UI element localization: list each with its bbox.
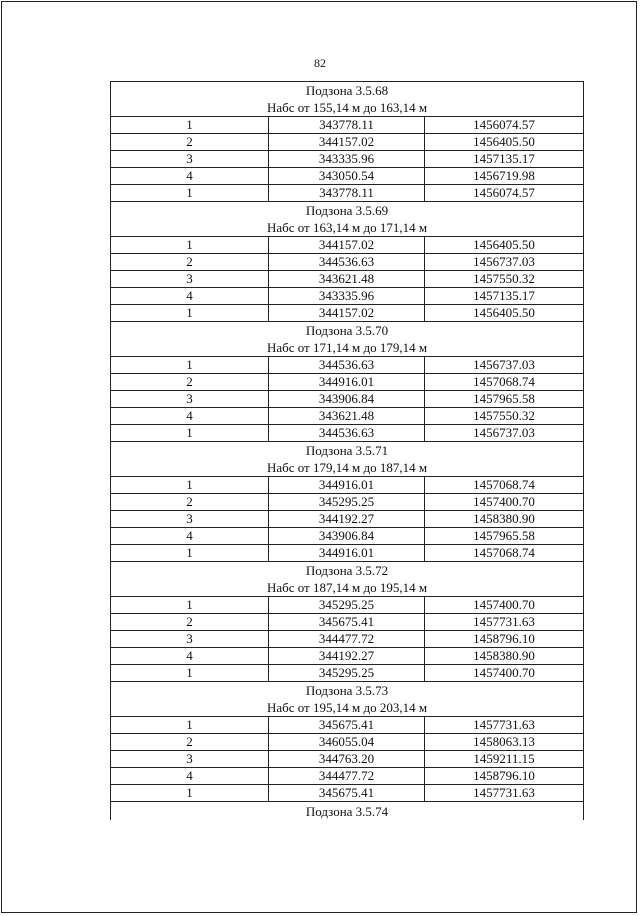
table-row (111, 511, 584, 528)
point-number: 2 (111, 254, 269, 271)
point-number: 1 (111, 357, 269, 374)
table-row (111, 528, 584, 545)
table-row (111, 494, 584, 511)
zone-height-range: Набс от 163,14 м до 171,14 м (266, 220, 428, 235)
point-number: 3 (111, 751, 269, 768)
x-coordinate: 345295.25 (269, 494, 425, 511)
y-coordinate: 1458380.90 (425, 511, 584, 528)
zone-header (111, 202, 584, 237)
point-number: 4 (111, 768, 269, 785)
x-coordinate: 343778.11 (269, 185, 425, 202)
y-coordinate: 1456405.50 (425, 134, 584, 151)
page-number: 82 (314, 56, 326, 70)
zone-header-row (111, 202, 584, 237)
table-row (111, 408, 584, 425)
point-number: 1 (111, 237, 269, 254)
y-coordinate: 1457965.58 (425, 528, 584, 545)
x-coordinate: 344157.02 (269, 134, 425, 151)
table-row (111, 391, 584, 408)
x-coordinate: 343335.96 (269, 151, 425, 168)
point-number: 1 (111, 597, 269, 614)
table-row (111, 785, 584, 802)
table-row (111, 631, 584, 648)
point-number: 1 (111, 477, 269, 494)
x-coordinate: 344192.27 (269, 511, 425, 528)
x-coordinate: 344536.63 (269, 357, 425, 374)
zone-title: Подзона 3.5.74 (111, 802, 584, 821)
point-number: 1 (111, 305, 269, 322)
zone-height-range: Набс от 171,14 м до 179,14 м (266, 340, 428, 355)
zone-height-range: Набс от 155,14 м до 163,14 м (266, 100, 428, 115)
table-row (111, 751, 584, 768)
y-coordinate: 1458796.10 (425, 631, 584, 648)
y-coordinate: 1457731.63 (425, 785, 584, 802)
table-row (111, 254, 584, 271)
x-coordinate: 343621.48 (269, 271, 425, 288)
x-coordinate: 344477.72 (269, 631, 425, 648)
zone-header (111, 322, 584, 357)
y-coordinate: 1456737.03 (425, 357, 584, 374)
x-coordinate: 343335.96 (269, 288, 425, 305)
y-coordinate: 1457068.74 (425, 374, 584, 391)
x-coordinate: 343906.84 (269, 391, 425, 408)
zone-title: Подзона 3.5.70 (305, 323, 389, 338)
zone-header (111, 442, 584, 477)
x-coordinate: 344536.63 (269, 254, 425, 271)
y-coordinate: 1458063.13 (425, 734, 584, 751)
zone-height-range: Набс от 187,14 м до 195,14 м (266, 580, 428, 595)
table-row (111, 717, 584, 734)
point-number: 4 (111, 168, 269, 185)
zone-header (111, 682, 584, 717)
y-coordinate: 1456737.03 (425, 425, 584, 442)
y-coordinate: 1456737.03 (425, 254, 584, 271)
point-number: 1 (111, 717, 269, 734)
y-coordinate: 1456074.57 (425, 117, 584, 134)
table-row (111, 477, 584, 494)
zone-title: Подзона 3.5.72 (305, 563, 389, 578)
table-row (111, 357, 584, 374)
x-coordinate: 345675.41 (269, 785, 425, 802)
point-number: 2 (111, 734, 269, 751)
point-number: 1 (111, 425, 269, 442)
zone-header-row (111, 682, 584, 717)
point-number: 4 (111, 648, 269, 665)
zone-header-row (111, 442, 584, 477)
point-number: 1 (111, 785, 269, 802)
point-number: 3 (111, 271, 269, 288)
y-coordinate: 1457731.63 (425, 717, 584, 734)
y-coordinate: 1457068.74 (425, 477, 584, 494)
x-coordinate: 344763.20 (269, 751, 425, 768)
x-coordinate: 345675.41 (269, 614, 425, 631)
y-coordinate: 1457135.17 (425, 288, 584, 305)
zone-height-range: Набс от 195,14 м до 203,14 м (266, 700, 428, 715)
x-coordinate: 344536.63 (269, 425, 425, 442)
table-row (111, 237, 584, 254)
y-coordinate: 1456074.57 (425, 185, 584, 202)
y-coordinate: 1457400.70 (425, 597, 584, 614)
x-coordinate: 344192.27 (269, 648, 425, 665)
point-number: 2 (111, 494, 269, 511)
table-row (111, 545, 584, 562)
x-coordinate: 343906.84 (269, 528, 425, 545)
zone-height-range: Набс от 179,14 м до 187,14 м (266, 460, 428, 475)
zone-header-row (111, 802, 584, 821)
zone-header-row (111, 82, 584, 117)
y-coordinate: 1457068.74 (425, 545, 584, 562)
y-coordinate: 1457550.32 (425, 271, 584, 288)
x-coordinate: 343621.48 (269, 408, 425, 425)
zone-header (111, 562, 584, 597)
x-coordinate: 344916.01 (269, 477, 425, 494)
zone-title: Подзона 3.5.68 (305, 83, 389, 98)
y-coordinate: 1456405.50 (425, 237, 584, 254)
y-coordinate: 1458380.90 (425, 648, 584, 665)
point-number: 2 (111, 134, 269, 151)
x-coordinate: 344157.02 (269, 237, 425, 254)
y-coordinate: 1456719.98 (425, 168, 584, 185)
point-number: 3 (111, 391, 269, 408)
point-number: 3 (111, 511, 269, 528)
table-row (111, 768, 584, 785)
table-row (111, 134, 584, 151)
x-coordinate: 345295.25 (269, 665, 425, 682)
point-number: 3 (111, 631, 269, 648)
point-number: 4 (111, 408, 269, 425)
y-coordinate: 1457731.63 (425, 614, 584, 631)
table-row (111, 614, 584, 631)
x-coordinate: 344157.02 (269, 305, 425, 322)
table-row (111, 374, 584, 391)
y-coordinate: 1457400.70 (425, 665, 584, 682)
zone-header-row (111, 322, 584, 357)
point-number: 1 (111, 665, 269, 682)
table-row (111, 665, 584, 682)
point-number: 4 (111, 288, 269, 305)
x-coordinate: 345295.25 (269, 597, 425, 614)
point-number: 4 (111, 528, 269, 545)
table-row (111, 648, 584, 665)
x-coordinate: 343778.11 (269, 117, 425, 134)
table-row (111, 734, 584, 751)
zone-title: Подзона 3.5.69 (305, 203, 389, 218)
point-number: 2 (111, 614, 269, 631)
zone-title: Подзона 3.5.71 (305, 443, 389, 458)
table-row (111, 288, 584, 305)
zone-title: Подзона 3.5.73 (305, 683, 389, 698)
table-row (111, 185, 584, 202)
point-number: 1 (111, 117, 269, 134)
table-row (111, 151, 584, 168)
point-number: 1 (111, 545, 269, 562)
x-coordinate: 346055.04 (269, 734, 425, 751)
table-row (111, 305, 584, 322)
x-coordinate: 343050.54 (269, 168, 425, 185)
table-row (111, 168, 584, 185)
y-coordinate: 1459211.15 (425, 751, 584, 768)
y-coordinate: 1457550.32 (425, 408, 584, 425)
x-coordinate: 344916.01 (269, 545, 425, 562)
point-number: 2 (111, 374, 269, 391)
x-coordinate: 345675.41 (269, 717, 425, 734)
y-coordinate: 1457400.70 (425, 494, 584, 511)
y-coordinate: 1457965.58 (425, 391, 584, 408)
table-row (111, 117, 584, 134)
y-coordinate: 1458796.10 (425, 768, 584, 785)
x-coordinate: 344477.72 (269, 768, 425, 785)
x-coordinate: 344916.01 (269, 374, 425, 391)
table-row (111, 597, 584, 614)
y-coordinate: 1456405.50 (425, 305, 584, 322)
zone-header-row (111, 562, 584, 597)
y-coordinate: 1457135.17 (425, 151, 584, 168)
table-row (111, 271, 584, 288)
coordinates-table (110, 81, 584, 820)
point-number: 3 (111, 151, 269, 168)
table-row (111, 425, 584, 442)
point-number: 1 (111, 185, 269, 202)
zone-header (111, 82, 584, 117)
